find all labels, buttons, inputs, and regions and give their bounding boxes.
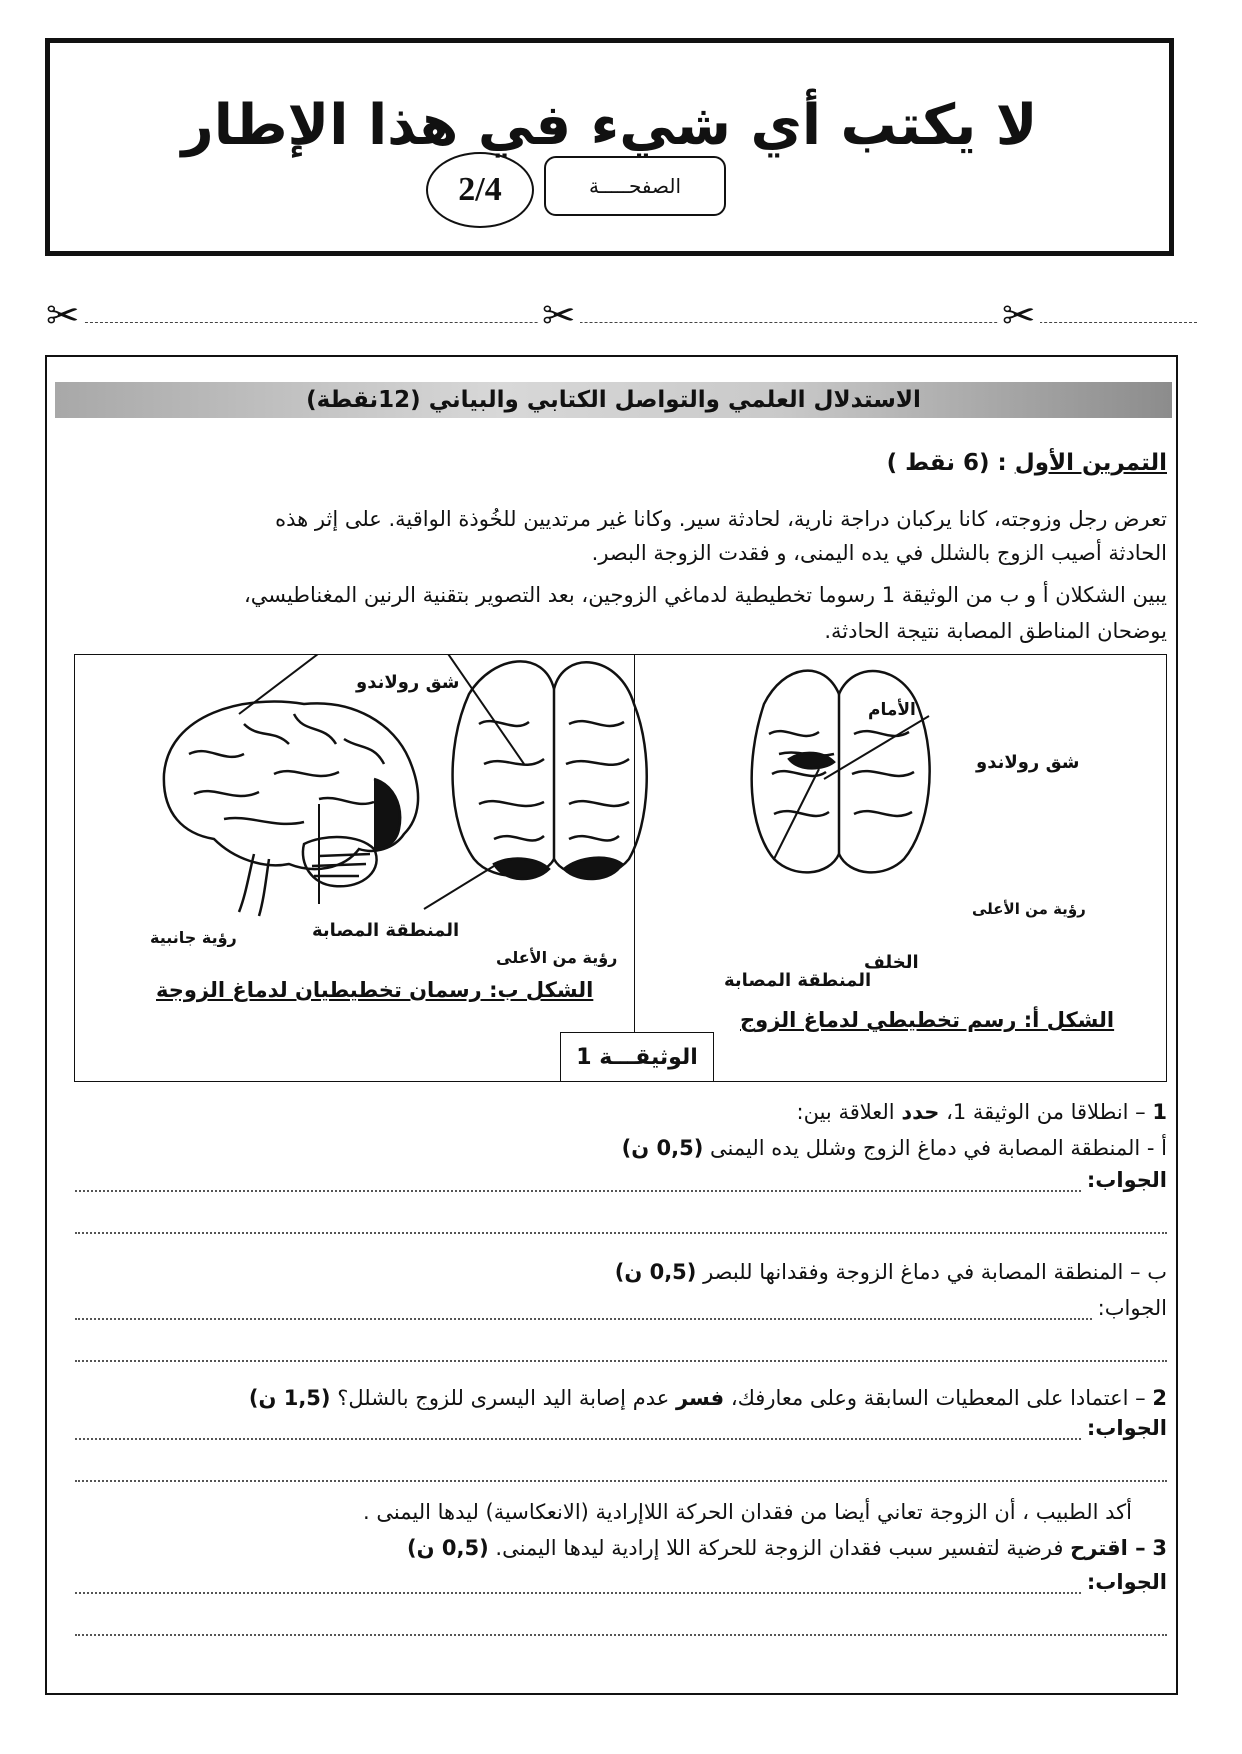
question-text: – اعتمادا على المعطيات السابقة وعلى معارفك، bbox=[730, 1386, 1146, 1410]
question-text: فرضية لتفسير سبب فقدان الزوجة للحركة اللا إرادية ليدها اليمنى. bbox=[495, 1536, 1064, 1560]
affected-area-label: المنطقة المصابة bbox=[312, 920, 460, 941]
intro-line: الحادثة أصيب الزوج بالشلل في يده اليمنى، و فقدت الزوجة البصر. bbox=[591, 541, 1167, 565]
answer-line[interactable] bbox=[75, 1634, 1167, 1636]
question-number: 3 bbox=[1152, 1536, 1167, 1560]
question-verb: – اقترح bbox=[1070, 1536, 1146, 1560]
question-points: (1,5 ن) bbox=[248, 1386, 331, 1410]
affected-area-label: المنطقة المصابة bbox=[724, 970, 872, 991]
exercise-name: التمرين الأول bbox=[1014, 450, 1167, 476]
question-points: (0,5 ن) bbox=[621, 1136, 704, 1160]
question-1b bbox=[615, 1260, 1167, 1284]
exercise-title bbox=[887, 450, 1167, 476]
side-view-label: رؤية جانبية bbox=[150, 928, 237, 947]
question-points: (0,5 ن) bbox=[407, 1536, 489, 1560]
scissors-icon: ✂ bbox=[998, 296, 1040, 336]
answer-line[interactable] bbox=[75, 1296, 1167, 1320]
question-2 bbox=[249, 1386, 1167, 1410]
question-1 bbox=[797, 1100, 1167, 1124]
intro-line: يبين الشكلان أ و ب من الوثيقة 1 رسوما تخطيطية لدماغي الزوجين، بعد التصوير بتقنية الرنين المغناطيسي، bbox=[243, 583, 1167, 607]
doctor-note: أكد الطبيب ، أن الزوجة تعاني أيضا من فقدان الحركة اللاإرادية (الانعكاسية) ليدها اليمنى . bbox=[363, 1500, 1132, 1524]
back-label: الخلف bbox=[864, 952, 919, 973]
page-number: 2/4 bbox=[426, 152, 534, 228]
intro-line: يوضحان المناطق المصابة نتيجة الحادثة. bbox=[824, 619, 1167, 643]
top-view-label: رؤية من الأعلى bbox=[496, 948, 618, 967]
question-verb: فسر bbox=[675, 1386, 725, 1410]
answer-dots bbox=[75, 1420, 1081, 1440]
answer-line[interactable] bbox=[75, 1168, 1167, 1192]
question-text: أ - المنطقة المصابة في دماغ الزوج وشلل يده اليمنى bbox=[710, 1136, 1167, 1160]
section-title: الاستدلال العلمي والتواصل الكتابي والبياني (12نقطة) bbox=[306, 387, 921, 413]
front-label: الأمام bbox=[868, 700, 916, 720]
figure-a-caption: الشكل أ: رسم تخطيطي لدماغ الزوج bbox=[740, 1008, 1115, 1032]
page-label: الصفحـــــة bbox=[588, 174, 682, 198]
question-text: عدم إصابة اليد اليسرى للزوج بالشلل؟ bbox=[337, 1386, 670, 1410]
rolando-label: شق رولاندو bbox=[976, 752, 1080, 773]
answer-dots bbox=[75, 1574, 1081, 1594]
answer-dots bbox=[75, 1172, 1081, 1192]
brain-side-view bbox=[164, 702, 418, 916]
rolando-label: شق رولاندو bbox=[356, 672, 460, 693]
top-view-label: رؤية من الأعلى bbox=[972, 900, 1086, 918]
question-number: 2 bbox=[1152, 1386, 1167, 1410]
brain-diagrams bbox=[74, 654, 1167, 1034]
no-write-warning: لا يكتب أي شيء في هذا الإطار bbox=[181, 93, 1038, 158]
page-label-box bbox=[544, 156, 726, 216]
answer-label: الجواب: bbox=[1097, 1296, 1167, 1320]
answer-dots bbox=[75, 1300, 1092, 1320]
answer-line[interactable] bbox=[75, 1416, 1167, 1440]
intro-line: تعرض رجل وزوجته، كانا يركبان دراجة نارية، لحادثة سير. وكانا غير مرتديين للخُوذة الواقية. على إثر هذه bbox=[275, 507, 1167, 531]
document-label: الوثيقـــة 1 bbox=[560, 1032, 714, 1082]
question-number: 1 bbox=[1152, 1100, 1167, 1124]
answer-line[interactable] bbox=[75, 1480, 1167, 1482]
answer-label: الجواب: bbox=[1086, 1416, 1167, 1440]
question-text: ب – المنطقة المصابة في دماغ الزوجة وفقدانها للبصر bbox=[703, 1260, 1167, 1284]
figure-b-caption: الشكل ب: رسمان تخطيطيان لدماغ الزوجة bbox=[156, 978, 594, 1002]
exercise-points: : (6 نقط ) bbox=[886, 450, 1007, 476]
section-title-bar bbox=[55, 382, 1172, 418]
answer-line[interactable] bbox=[75, 1360, 1167, 1362]
scissors-icon: ✂ bbox=[538, 296, 580, 336]
question-text: العلاقة بين: bbox=[796, 1100, 895, 1124]
question-verb: حدد bbox=[901, 1100, 940, 1124]
answer-line[interactable] bbox=[75, 1232, 1167, 1234]
question-points: (0,5 ن) bbox=[614, 1260, 697, 1284]
scissors-icon: ✂ bbox=[42, 296, 84, 336]
brain-top-view-wife bbox=[453, 661, 647, 879]
question-text: – انطلاقا من الوثيقة 1، bbox=[946, 1100, 1146, 1124]
answer-label: الجواب: bbox=[1086, 1570, 1167, 1594]
answer-line[interactable] bbox=[75, 1570, 1167, 1594]
no-write-frame bbox=[45, 38, 1174, 256]
question-1a bbox=[622, 1136, 1167, 1160]
answer-label: الجواب: bbox=[1086, 1168, 1167, 1192]
question-3 bbox=[407, 1536, 1167, 1560]
